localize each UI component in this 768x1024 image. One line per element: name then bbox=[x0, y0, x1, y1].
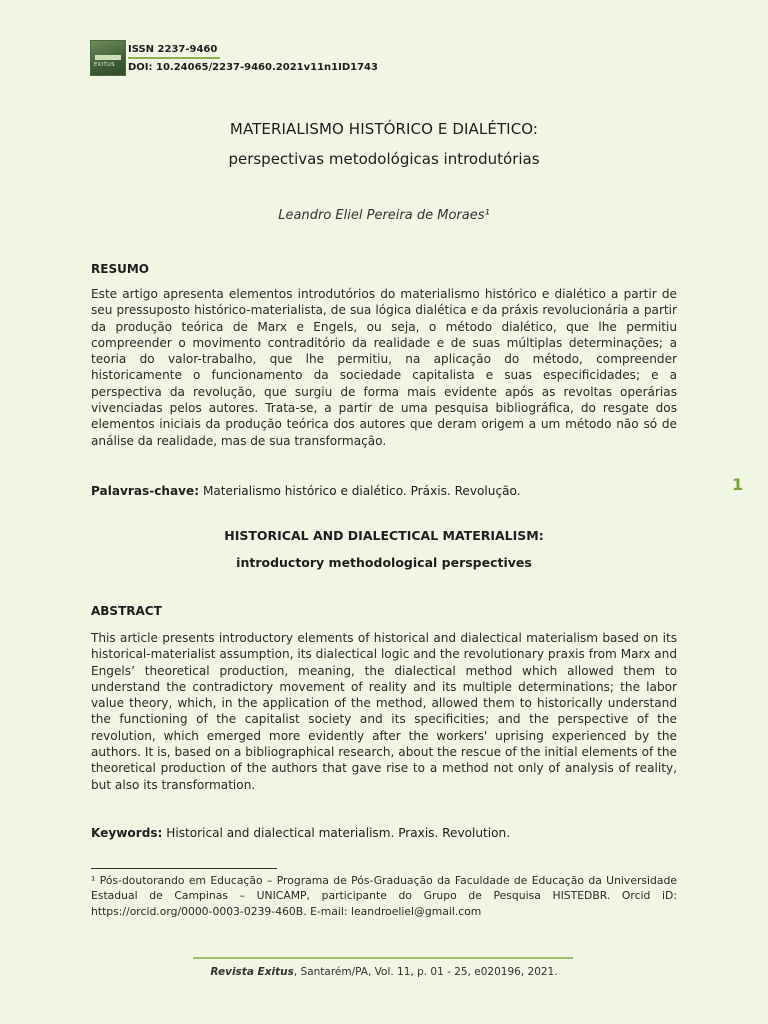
keywords-text: Historical and dialectical materialism. Praxis. Revolution. bbox=[162, 826, 511, 840]
issn: ISSN 2237-9460 bbox=[128, 44, 218, 55]
resumo-heading: RESUMO bbox=[91, 262, 149, 276]
footer-rule bbox=[193, 957, 573, 959]
subtitle-portuguese: perspectivas metodológicas introdutórias bbox=[228, 150, 540, 168]
subtitle-english: introductory methodological perspectives bbox=[236, 555, 532, 570]
journal-name: Revista Exitus bbox=[210, 966, 294, 978]
palavras-chave-label: Palavras-chave: bbox=[91, 484, 200, 498]
abstract-text: This article presents introductory elements of historical and dialectical materialism based on its historical-materialist assumption, its dialectical logic and the revolutionary praxis from Marx and Engels’ theoretical production, meaning, the dialectical method which allowed them to understand the contradictory movement of reality and its multiple determinations; the labor value theory, which, in the application of the method, allowed them to historically understand the functioning of the capitalist society and its specificities; and the perspective of the revolution, which emerged more evidently after the workers' uprising experienced by the authors. It is, based on a bibliographical research, about the rescue of the initial elements of the theoretical production of the authors that gave rise to a method not only of analysis of reality, but also its transformation. bbox=[91, 631, 677, 792]
abstract-heading: ABSTRACT bbox=[91, 604, 162, 618]
page-number: 1 bbox=[732, 475, 744, 494]
journal-logo bbox=[90, 40, 126, 76]
keywords bbox=[91, 826, 677, 840]
doi: DOI: 10.24065/2237-9460.2021v11n1ID1743 bbox=[128, 62, 378, 73]
citation-text: , Santarém/PA, Vol. 11, p. 01 - 25, e020196, 2021. bbox=[293, 966, 558, 978]
footnote-rule bbox=[91, 868, 277, 869]
author-name: Leandro Eliel Pereira de Moraes¹ bbox=[278, 208, 490, 223]
footnote: ¹ Pós-doutorando em Educação – Programa de Pós-Graduação da Faculdade de Educação da Universidade Estadual de Campinas – UNICAMP, participante do Grupo de Pesquisa HISTEDBR. Orcid iD: https://orcid.org/0000-0003-0239-460B. E-mail: leandroeliel@gmail.com bbox=[91, 874, 677, 918]
logo-text: EXITUS bbox=[94, 62, 115, 68]
footer-citation bbox=[0, 966, 768, 978]
resumo-text: Este artigo apresenta elementos introdutórios do materialismo histórico e dialético a partir de seu pressuposto histórico-materialista, de sua lógica dialética e da práxis revolucionária a partir da produção teórica de Marx e Engels, ou seja, o método dialético, que lhe permitiu compreender o movimento contraditório da realidade e de suas múltiplas determinações; a teoria do valor-trabalho, que lhe permitiu, na aplicação do método, compreender historicamente o funcionamento da sociedade capitalista e suas especificidades; e a perspectiva da revolução, que surgiu de forma mais evidente após as revoltas operárias vivenciadas pelos autores. Trata-se, a partir de uma pesquisa bibliográfica, do resgate dos elementos iniciais da produção teórica dos autores que deram origem a um método não só de análise da realidade, mas de sua transformação. bbox=[91, 287, 677, 448]
logo-stripe bbox=[95, 55, 121, 60]
title-portuguese: MATERIALISMO HISTÓRICO E DIALÉTICO: bbox=[229, 120, 539, 138]
palavras-chave-text: Materialismo histórico e dialético. Práxis. Revolução. bbox=[199, 484, 521, 498]
issn-underline bbox=[128, 57, 220, 59]
title-english: HISTORICAL AND DIALECTICAL MATERIALISM: bbox=[224, 528, 544, 543]
palavras-chave bbox=[91, 484, 677, 498]
keywords-label: Keywords: bbox=[91, 826, 163, 840]
